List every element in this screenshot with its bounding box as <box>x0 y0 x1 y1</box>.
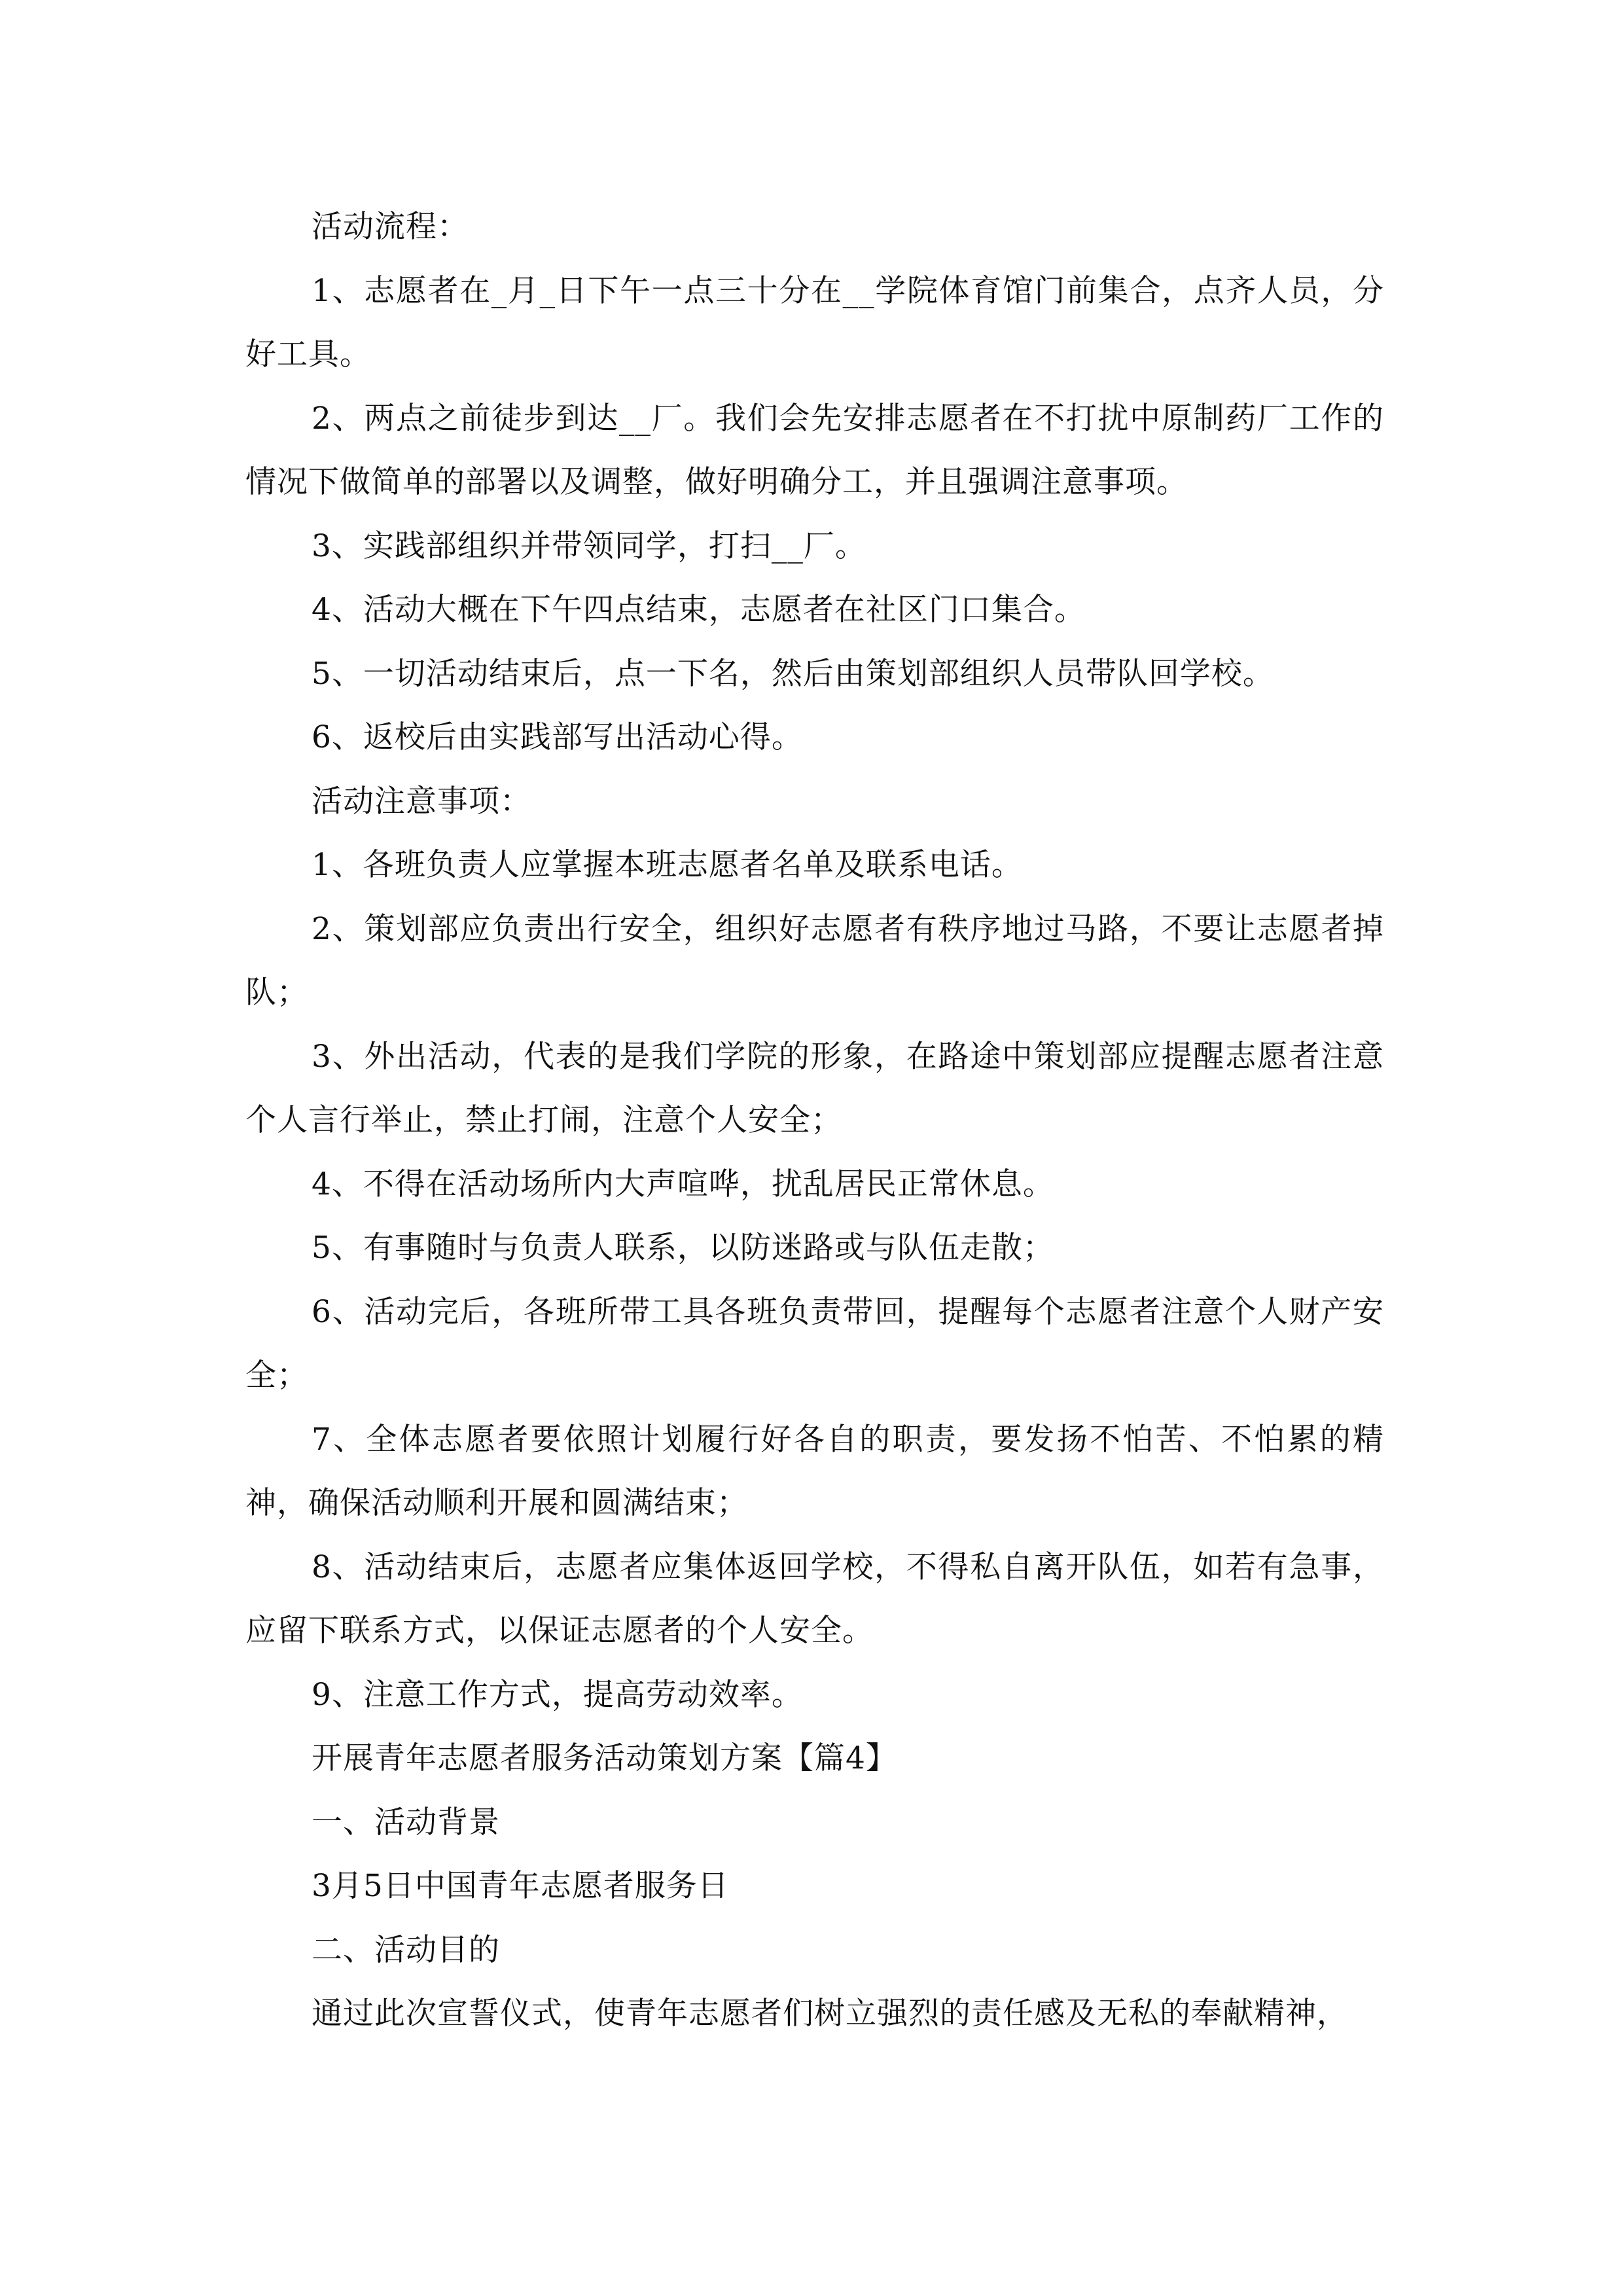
background-text: 3月5日中国青年志愿者服务日 <box>312 1868 729 1904</box>
heading-purpose: 二、活动目的 <box>312 1931 500 1968</box>
process-step-6: 6、返校后由实践部写出活动心得。 <box>312 719 803 755</box>
process-step-1: 1、志愿者在_月_日下午一点三十分在__学院体育馆门前集合，点齐人员，分好工具。 <box>245 272 1384 372</box>
note-item-7: 7、全体志愿者要依照计划履行好各自的职责，要发扬不怕苦、不怕累的精神，确保活动顺利开展和圆满结束； <box>245 1421 1384 1521</box>
heading-background: 一、活动背景 <box>312 1804 500 1840</box>
heading-activity-process: 活动流程： <box>312 209 469 245</box>
heading-activity-notes: 活动注意事项： <box>312 783 531 819</box>
process-step-3: 3、实践部组织并带领同学，打扫__厂。 <box>312 528 866 564</box>
purpose-text: 通过此次宣誓仪式，使青年志愿者们树立强烈的责任感及无私的奉献精神， <box>312 1996 1348 2032</box>
note-item-9: 9、注意工作方式，提高劳动效率。 <box>312 1676 803 1713</box>
note-item-4: 4、不得在活动场所内大声喧哗，扰乱居民正常休息。 <box>312 1166 1054 1202</box>
note-item-5: 5、有事随时与负责人联系，以防迷路或与队伍走散； <box>312 1230 1054 1266</box>
note-item-2: 2、策划部应负责出行安全，组织好志愿者有秩序地过马路，不要让志愿者掉队； <box>245 910 1384 1011</box>
note-item-6: 6、活动完后，各班所带工具各班负责带回，提醒每个志愿者注意个人财产安全； <box>245 1293 1384 1393</box>
note-item-1: 1、各班负责人应掌握本班志愿者名单及联系电话。 <box>312 847 1023 883</box>
process-step-2: 2、两点之前徒步到达__厂。我们会先安排志愿者在不打扰中原制药厂工作的情况下做简单的部署以及调整，做好明确分工，并且强调注意事项。 <box>245 400 1384 500</box>
document-body <box>245 195 1384 2046</box>
process-step-4: 4、活动大概在下午四点结束，志愿者在社区门口集合。 <box>312 592 1086 628</box>
process-step-5: 5、一切活动结束后，点一下名，然后由策划部组织人员带队回学校。 <box>312 655 1274 692</box>
section-title-part-4: 开展青年志愿者服务活动策划方案【篇4】 <box>312 1740 897 1776</box>
note-item-8: 8、活动结束后，志愿者应集体返回学校，不得私自离开队伍，如若有急事，应留下联系方式，以保证志愿者的个人安全。 <box>245 1549 1384 1649</box>
note-item-3: 3、外出活动，代表的是我们学院的形象，在路途中策划部应提醒志愿者注意个人言行举止，禁止打闹，注意个人安全； <box>245 1038 1384 1138</box>
